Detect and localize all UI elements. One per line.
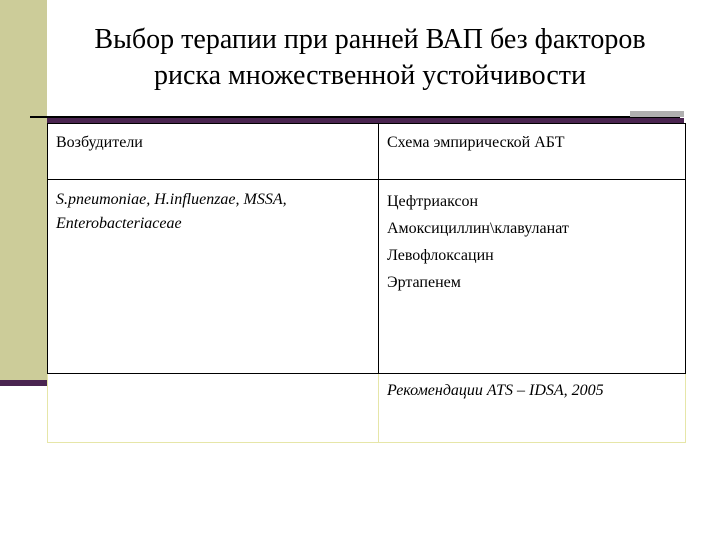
title-line-1: Выбор терапии при ранней ВАП без факторов	[94, 24, 646, 55]
title-line-2: риска множественной устойчивости	[154, 60, 586, 91]
drug-item: Левофлоксацин	[387, 247, 494, 264]
pathogens-line-2: Enterobacteriaceae	[56, 215, 182, 232]
left-decorative-bar	[0, 0, 47, 385]
table-row	[48, 180, 686, 374]
therapy-table	[47, 123, 686, 443]
slide-title	[60, 22, 680, 94]
left-bar-accent	[0, 380, 47, 386]
header-therapy: Схема эмпирической АБТ	[379, 124, 686, 180]
footnote-empty-cell	[48, 374, 379, 443]
therapy-cell	[379, 180, 686, 374]
pathogens-line-1: S.pneumoniae, H.influenzae, MSSA,	[56, 191, 287, 208]
drug-item: Амоксициллин\клавуланат	[387, 220, 569, 237]
header-pathogens: Возбудители	[48, 124, 379, 180]
drug-item: Цефтриаксон	[387, 193, 479, 210]
pathogens-cell	[48, 180, 379, 374]
drug-item: Эртапенем	[387, 274, 461, 291]
footnote-cell: Рекомендации ATS – IDSA, 2005	[379, 374, 686, 443]
footnote-row	[48, 374, 686, 443]
table-header-row	[48, 124, 686, 180]
divider-grey-accent	[630, 111, 684, 117]
